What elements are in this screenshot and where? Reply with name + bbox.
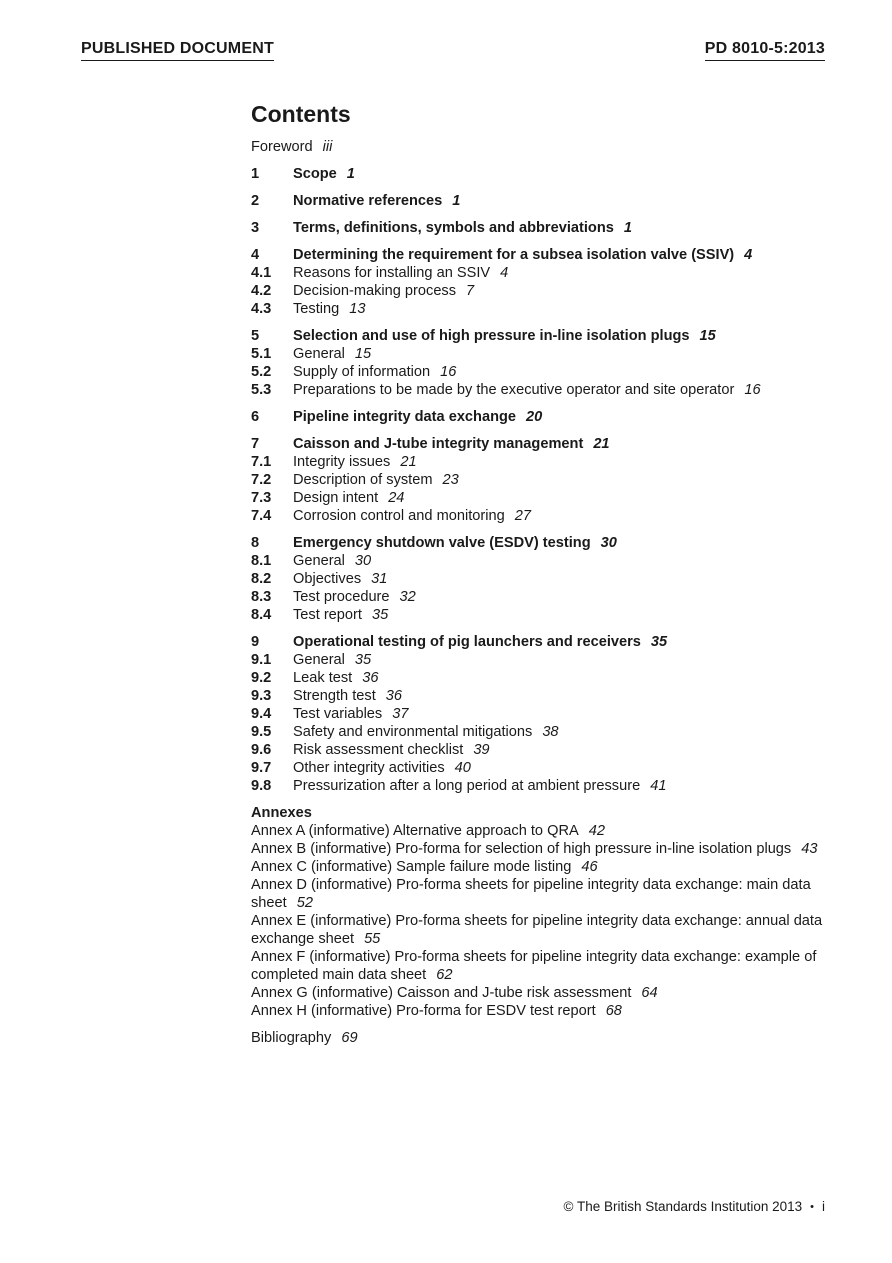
toc-entry-page: 4 bbox=[500, 265, 509, 281]
toc-entry-label: General bbox=[293, 553, 345, 569]
toc-entry-number: 8 bbox=[251, 535, 260, 551]
toc-entry-label: Test procedure bbox=[293, 589, 390, 605]
toc-entry-label: Decision-making process bbox=[293, 283, 457, 299]
toc-entry-page: 52 bbox=[296, 895, 313, 911]
toc-entry-number: 6 bbox=[251, 409, 260, 425]
toc-entry-label: Foreword bbox=[251, 139, 313, 155]
toc-entry-page: 4 bbox=[744, 247, 753, 263]
toc-entry-page: 30 bbox=[600, 535, 617, 551]
toc-entry-label: General bbox=[293, 652, 345, 668]
toc-entry-number: 9.4 bbox=[251, 706, 272, 722]
toc-entry-label: Test report bbox=[293, 607, 362, 623]
toc-entry-number: 7.4 bbox=[251, 508, 272, 524]
toc-subsection-5-3[interactable] bbox=[251, 381, 831, 399]
toc-entry-label: Emergency shutdown valve (ESDV) testing bbox=[293, 535, 591, 551]
toc-entry-label: Testing bbox=[293, 301, 340, 317]
toc-entry-number: 1 bbox=[251, 166, 260, 182]
toc-annex-d[interactable] bbox=[251, 876, 831, 912]
toc-entry-page: 40 bbox=[454, 760, 471, 776]
toc-entry-label: Annex D (informative) Pro-forma sheets for pipeline integrity data exchange: main data sheet bbox=[251, 877, 811, 911]
toc-section-8[interactable] bbox=[251, 534, 831, 552]
toc-entry-number: 4.2 bbox=[251, 283, 272, 299]
toc-entry-page: 21 bbox=[593, 436, 610, 452]
toc-subsection-9-7[interactable] bbox=[251, 759, 831, 777]
toc-annex-f[interactable] bbox=[251, 948, 831, 984]
toc-subsection-7-2[interactable] bbox=[251, 471, 831, 489]
toc-entry-number: 5.3 bbox=[251, 382, 272, 398]
toc-entry-label: Test variables bbox=[293, 706, 383, 722]
toc-annex-g[interactable] bbox=[251, 984, 831, 1002]
toc-entry-number: 9.2 bbox=[251, 670, 272, 686]
toc-entry-page: 7 bbox=[466, 283, 475, 299]
toc-entry-page: 35 bbox=[354, 652, 372, 668]
toc-annex-h[interactable] bbox=[251, 1002, 831, 1020]
toc-entry-label: Risk assessment checklist bbox=[293, 742, 464, 758]
toc-subsection-8-1[interactable] bbox=[251, 552, 831, 570]
toc-entry-page: 23 bbox=[442, 472, 459, 488]
toc-entry-number: 7.3 bbox=[251, 490, 272, 506]
toc-entry-label: Design intent bbox=[293, 490, 379, 506]
toc-entry-label: Annex A (informative) Alternative approach to QRA bbox=[251, 823, 579, 839]
toc-title: Contents bbox=[251, 101, 351, 127]
toc-subsection-9-2[interactable] bbox=[251, 669, 831, 687]
toc-entry-label: Annex F (informative) Pro-forma sheets for pipeline integrity data exchange: example of completed main data sheet bbox=[251, 949, 817, 983]
toc-entry-bibliography[interactable] bbox=[251, 1029, 831, 1047]
toc-section-4[interactable] bbox=[251, 246, 831, 264]
toc-entry-page: 36 bbox=[385, 688, 402, 704]
toc-subsection-9-1[interactable] bbox=[251, 651, 831, 669]
toc-entry-page: 27 bbox=[514, 508, 531, 524]
toc-entry-page: 30 bbox=[354, 553, 372, 569]
toc-entry-label: Annex B (informative) Pro-forma for selection of high pressure in-line isolation plugs bbox=[251, 841, 792, 857]
toc-entry-page: 16 bbox=[440, 364, 457, 380]
toc-entry-number: 2 bbox=[251, 193, 260, 209]
toc-entry-label: Pipeline integrity data exchange bbox=[293, 409, 517, 425]
toc-entry-label: Selection and use of high pressure in-line isolation plugs bbox=[293, 328, 690, 344]
toc-entry-page: 1 bbox=[623, 220, 632, 236]
toc-entry-number: 9.7 bbox=[251, 760, 272, 776]
toc-entry-label: Other integrity activities bbox=[293, 760, 445, 776]
toc-entry-label: Annex H (informative) Pro-forma for ESDV test report bbox=[251, 1003, 596, 1019]
toc-section-7[interactable] bbox=[251, 435, 831, 453]
toc-entry-label: Annex C (informative) Sample failure mode listing bbox=[251, 859, 572, 875]
toc-subsection-8-3[interactable] bbox=[251, 588, 831, 606]
toc-entry-page: 43 bbox=[801, 841, 818, 857]
toc-subsection-8-2[interactable] bbox=[251, 570, 831, 588]
toc-entry-page: 24 bbox=[388, 490, 405, 506]
toc-annex-a[interactable] bbox=[251, 822, 831, 840]
toc-entry-label: Objectives bbox=[293, 571, 362, 587]
toc-entry-number: 9.5 bbox=[251, 724, 272, 740]
toc-section-9[interactable] bbox=[251, 633, 831, 651]
toc-entry-page: 39 bbox=[473, 742, 490, 758]
toc-entry-page: iii bbox=[322, 139, 333, 155]
toc-entry-label: Safety and environmental mitigations bbox=[293, 724, 533, 740]
toc-entry-number: 5.1 bbox=[251, 346, 272, 362]
toc-entry-page: 15 bbox=[699, 328, 716, 344]
toc-entry-number: 9.1 bbox=[251, 652, 272, 668]
toc-entry-page: 68 bbox=[605, 1003, 622, 1019]
toc-entry-number: 8.1 bbox=[251, 553, 272, 569]
toc-section-1[interactable] bbox=[251, 165, 831, 183]
toc-entry-number: 9.3 bbox=[251, 688, 272, 704]
toc-entry-page: 62 bbox=[436, 967, 453, 983]
toc-subsection-9-5[interactable] bbox=[251, 723, 831, 741]
toc-entry-number: 4 bbox=[251, 247, 260, 263]
toc-entry-number: 4.3 bbox=[251, 301, 272, 317]
toc-entry-label: Terms, definitions, symbols and abbreviations bbox=[293, 220, 614, 236]
toc-entry-number: 3 bbox=[251, 220, 260, 236]
toc-entry-page: 41 bbox=[650, 778, 667, 794]
toc-entry-label: Scope bbox=[293, 166, 337, 182]
toc-entry-label: Annex G (informative) Caisson and J-tube risk assessment bbox=[251, 985, 632, 1001]
toc-entry-number: 4.1 bbox=[251, 265, 272, 281]
toc-entry-label: Operational testing of pig launchers and receivers bbox=[293, 634, 641, 650]
toc-entry-label: Reasons for installing an SSIV bbox=[293, 265, 491, 281]
toc-section-6[interactable] bbox=[251, 408, 831, 426]
toc-sections bbox=[251, 156, 831, 795]
toc-entry-page: 37 bbox=[392, 706, 409, 722]
toc-entry-page: 42 bbox=[588, 823, 605, 839]
toc-entry-label: Description of system bbox=[293, 472, 433, 488]
toc-entry-page: 36 bbox=[362, 670, 379, 686]
toc-entry-number: 8.2 bbox=[251, 571, 272, 587]
toc-entry-number: 5 bbox=[251, 328, 260, 344]
toc-subsection-5-1[interactable] bbox=[251, 345, 831, 363]
toc-entry-foreword[interactable] bbox=[251, 138, 831, 156]
toc-entry-number: 7 bbox=[251, 436, 260, 452]
toc-subsection-7-1[interactable] bbox=[251, 453, 831, 471]
toc-section-2[interactable] bbox=[251, 192, 831, 210]
toc-annex-b[interactable] bbox=[251, 840, 831, 858]
toc-entry-page: 38 bbox=[542, 724, 559, 740]
toc-entry-label: Caisson and J-tube integrity management bbox=[293, 436, 584, 452]
toc-entry-page: 21 bbox=[400, 454, 417, 470]
toc-entry-label: Strength test bbox=[293, 688, 376, 704]
toc-entry-label: Integrity issues bbox=[293, 454, 391, 470]
header-document-number: PD 8010-5:2013 bbox=[705, 40, 825, 61]
annexes-heading: Annexes bbox=[251, 805, 312, 821]
toc-entry-label: Supply of information bbox=[293, 364, 431, 380]
toc-entry-label: Preparations to be made by the executive operator and site operator bbox=[293, 382, 735, 398]
page-number: i bbox=[822, 1199, 825, 1214]
toc-entry-label: Normative references bbox=[293, 193, 443, 209]
toc-annex-e[interactable] bbox=[251, 912, 831, 948]
toc-entry-page: 15 bbox=[354, 346, 372, 362]
toc-subsection-9-4[interactable] bbox=[251, 705, 831, 723]
toc-entry-page: 1 bbox=[346, 166, 355, 182]
toc-subsection-9-8[interactable] bbox=[251, 777, 831, 795]
toc-entry-page: 1 bbox=[452, 193, 461, 209]
toc-entry-label: General bbox=[293, 346, 345, 362]
toc-entry-page: 16 bbox=[744, 382, 761, 398]
toc-entry-page: 64 bbox=[641, 985, 658, 1001]
toc-entry-number: 9 bbox=[251, 634, 260, 650]
table-of-contents bbox=[251, 100, 831, 1047]
toc-entry-page: 20 bbox=[526, 409, 543, 425]
toc-entry-page: 46 bbox=[581, 859, 598, 875]
toc-subsection-4-3[interactable] bbox=[251, 300, 831, 318]
toc-entry-page: 35 bbox=[371, 607, 389, 623]
toc-entry-label: Leak test bbox=[293, 670, 353, 686]
toc-entry-page: 31 bbox=[371, 571, 388, 587]
toc-subsection-7-4[interactable] bbox=[251, 507, 831, 525]
toc-subsection-9-3[interactable] bbox=[251, 687, 831, 705]
copyright-text: © The British Standards Institution 2013 bbox=[563, 1199, 803, 1214]
toc-entry-number: 8.3 bbox=[251, 589, 272, 605]
toc-entry-page: 35 bbox=[650, 634, 668, 650]
toc-entry-page: 32 bbox=[399, 589, 416, 605]
toc-subsection-4-2[interactable] bbox=[251, 282, 831, 300]
toc-annexes bbox=[251, 822, 831, 1020]
toc-entry-number: 9.6 bbox=[251, 742, 272, 758]
toc-subsection-9-6[interactable] bbox=[251, 741, 831, 759]
header-document-type: PUBLISHED DOCUMENT bbox=[81, 40, 274, 61]
toc-entry-number: 5.2 bbox=[251, 364, 272, 380]
toc-entry-label: Determining the requirement for a subsea isolation valve (SSIV) bbox=[293, 247, 735, 263]
toc-subsection-8-4[interactable] bbox=[251, 606, 831, 624]
toc-subsection-5-2[interactable] bbox=[251, 363, 831, 381]
toc-entry-label: Bibliography bbox=[251, 1030, 332, 1046]
toc-entry-page: 55 bbox=[364, 931, 381, 947]
toc-subsection-7-3[interactable] bbox=[251, 489, 831, 507]
page-footer bbox=[564, 1199, 825, 1214]
toc-entry-number: 7.2 bbox=[251, 472, 272, 488]
toc-entry-label: Corrosion control and monitoring bbox=[293, 508, 505, 524]
toc-entry-page: 69 bbox=[341, 1030, 358, 1046]
toc-entry-label: Annex E (informative) Pro-forma sheets for pipeline integrity data exchange: annual data exchange sheet bbox=[251, 913, 823, 947]
toc-entry-number: 9.8 bbox=[251, 778, 272, 794]
toc-entry-number: 8.4 bbox=[251, 607, 272, 623]
toc-annex-c[interactable] bbox=[251, 858, 831, 876]
toc-section-5[interactable] bbox=[251, 327, 831, 345]
toc-entry-page: 13 bbox=[349, 301, 366, 317]
toc-subsection-4-1[interactable] bbox=[251, 264, 831, 282]
footer-separator: • bbox=[810, 1201, 814, 1213]
toc-entry-label: Pressurization after a long period at ambient pressure bbox=[293, 778, 641, 794]
toc-entry-number: 7.1 bbox=[251, 454, 272, 470]
toc-section-3[interactable] bbox=[251, 219, 831, 237]
